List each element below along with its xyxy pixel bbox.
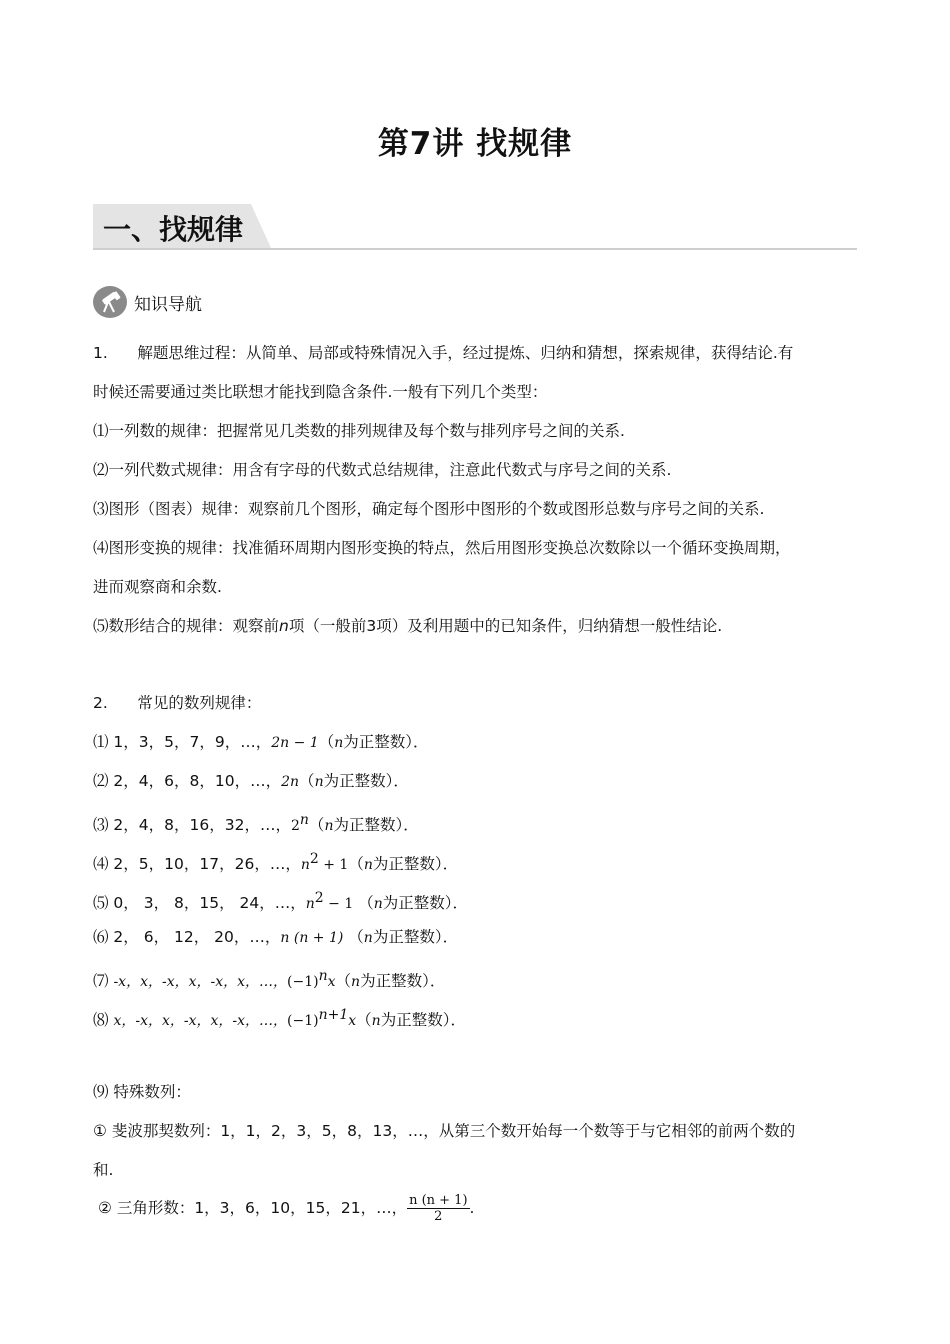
type-3-text: ⑶图形（图表）规律：观察前几个图形，确定每个图形中图形的个数或图形总数与序号之间的关系. (93, 500, 765, 518)
section-header (93, 204, 857, 250)
sequence-rule-1: ⑴ 1，3，5，7，9，…，2n − 1（n为正整数）． (93, 733, 429, 751)
type-5-text: ⑸数形结合的规律：观察前n项（一般前3项）及利用题中的已知条件，归纳猜想一般性结论. (93, 617, 723, 635)
type-2-text: ⑵一列代数式规律：用含有字母的代数式总结规律，注意此代数式与序号之间的关系. (93, 461, 672, 479)
sequence-rule-3: ⑶ 2，4，8，16，32，…，2$^n$（n为正整数）． (93, 812, 419, 834)
sequence-rule-8: ⑻ x，-x，x，-x，x，-x，…，$(-1)^{n+1}x(n$为正整数）． (93, 1007, 466, 1029)
sequence-rule-4: ⑷ 2，5，10，17，26，…，$n^2 + 1(n$为正整数）． (93, 851, 459, 873)
section-underline (93, 248, 857, 250)
section-title: 一、找规律 (103, 213, 244, 246)
page-title: 第7讲 找规律 (377, 126, 573, 162)
telescope-icon (93, 286, 127, 318)
knowledge-nav-label: 知识导航 (134, 295, 202, 315)
fibonacci-line-1: ① 斐波那契数列：1，1，2，3，5，8，13，…，从第三个数开始每一个数等于与它相邻的前两个数的 (93, 1122, 796, 1140)
paragraph-1-line-2: 时候还需要通过类比联想才能找到隐含条件.一般有下列几个类型： (93, 383, 548, 401)
type-1-text: ⑴一列数的规律：把握常见几类数的排列规律及每个数与排列序号之间的关系. (93, 422, 625, 440)
triangular-formula: $\frac{n (n + 1)}{2}$ (409, 1193, 468, 1224)
type-4-text-line-1: ⑷图形变换的规律：找准循环周期内图形变换的特点，然后用图形变换总次数除以一个循环变换周期， (93, 539, 791, 557)
type-4-text-line-2: 进而观察商和余数. (93, 578, 222, 596)
paragraph-1-line-1: 1. 解题思维过程：从简单、局部或特殊情况入手，经过提炼、归纳和猜想，探索规律，获得结论.有 (93, 344, 794, 362)
sequence-rule-2: ⑵ 2，4，6，8，10，…，2n（n为正整数）． (93, 772, 409, 790)
fibonacci-line-2: 和. (93, 1161, 114, 1179)
triangular-numbers-line: ② 三角形数：1，3，6，10，15，21，…， $\frac{n (n + 1)}{2}$ . (98, 1193, 475, 1224)
sequence-rule-5: ⑸ 0， 3， 8，15， 24，…，$n^2 - 1$ （n为正整数）． (93, 890, 468, 912)
special-sequences-heading: ⑼ 特殊数列： (93, 1083, 191, 1101)
sequence-rule-6: ⑹ 2， 6， 12， 20，…，n (n + 1) （n为正整数）． (93, 928, 459, 946)
sequence-section-heading: 2. 常见的数列规律： (93, 694, 262, 712)
sequence-rule-7: ⑺ -x，x，-x，x，-x，x，…，$(-1)^nx(n$为正整数）． (93, 968, 446, 990)
